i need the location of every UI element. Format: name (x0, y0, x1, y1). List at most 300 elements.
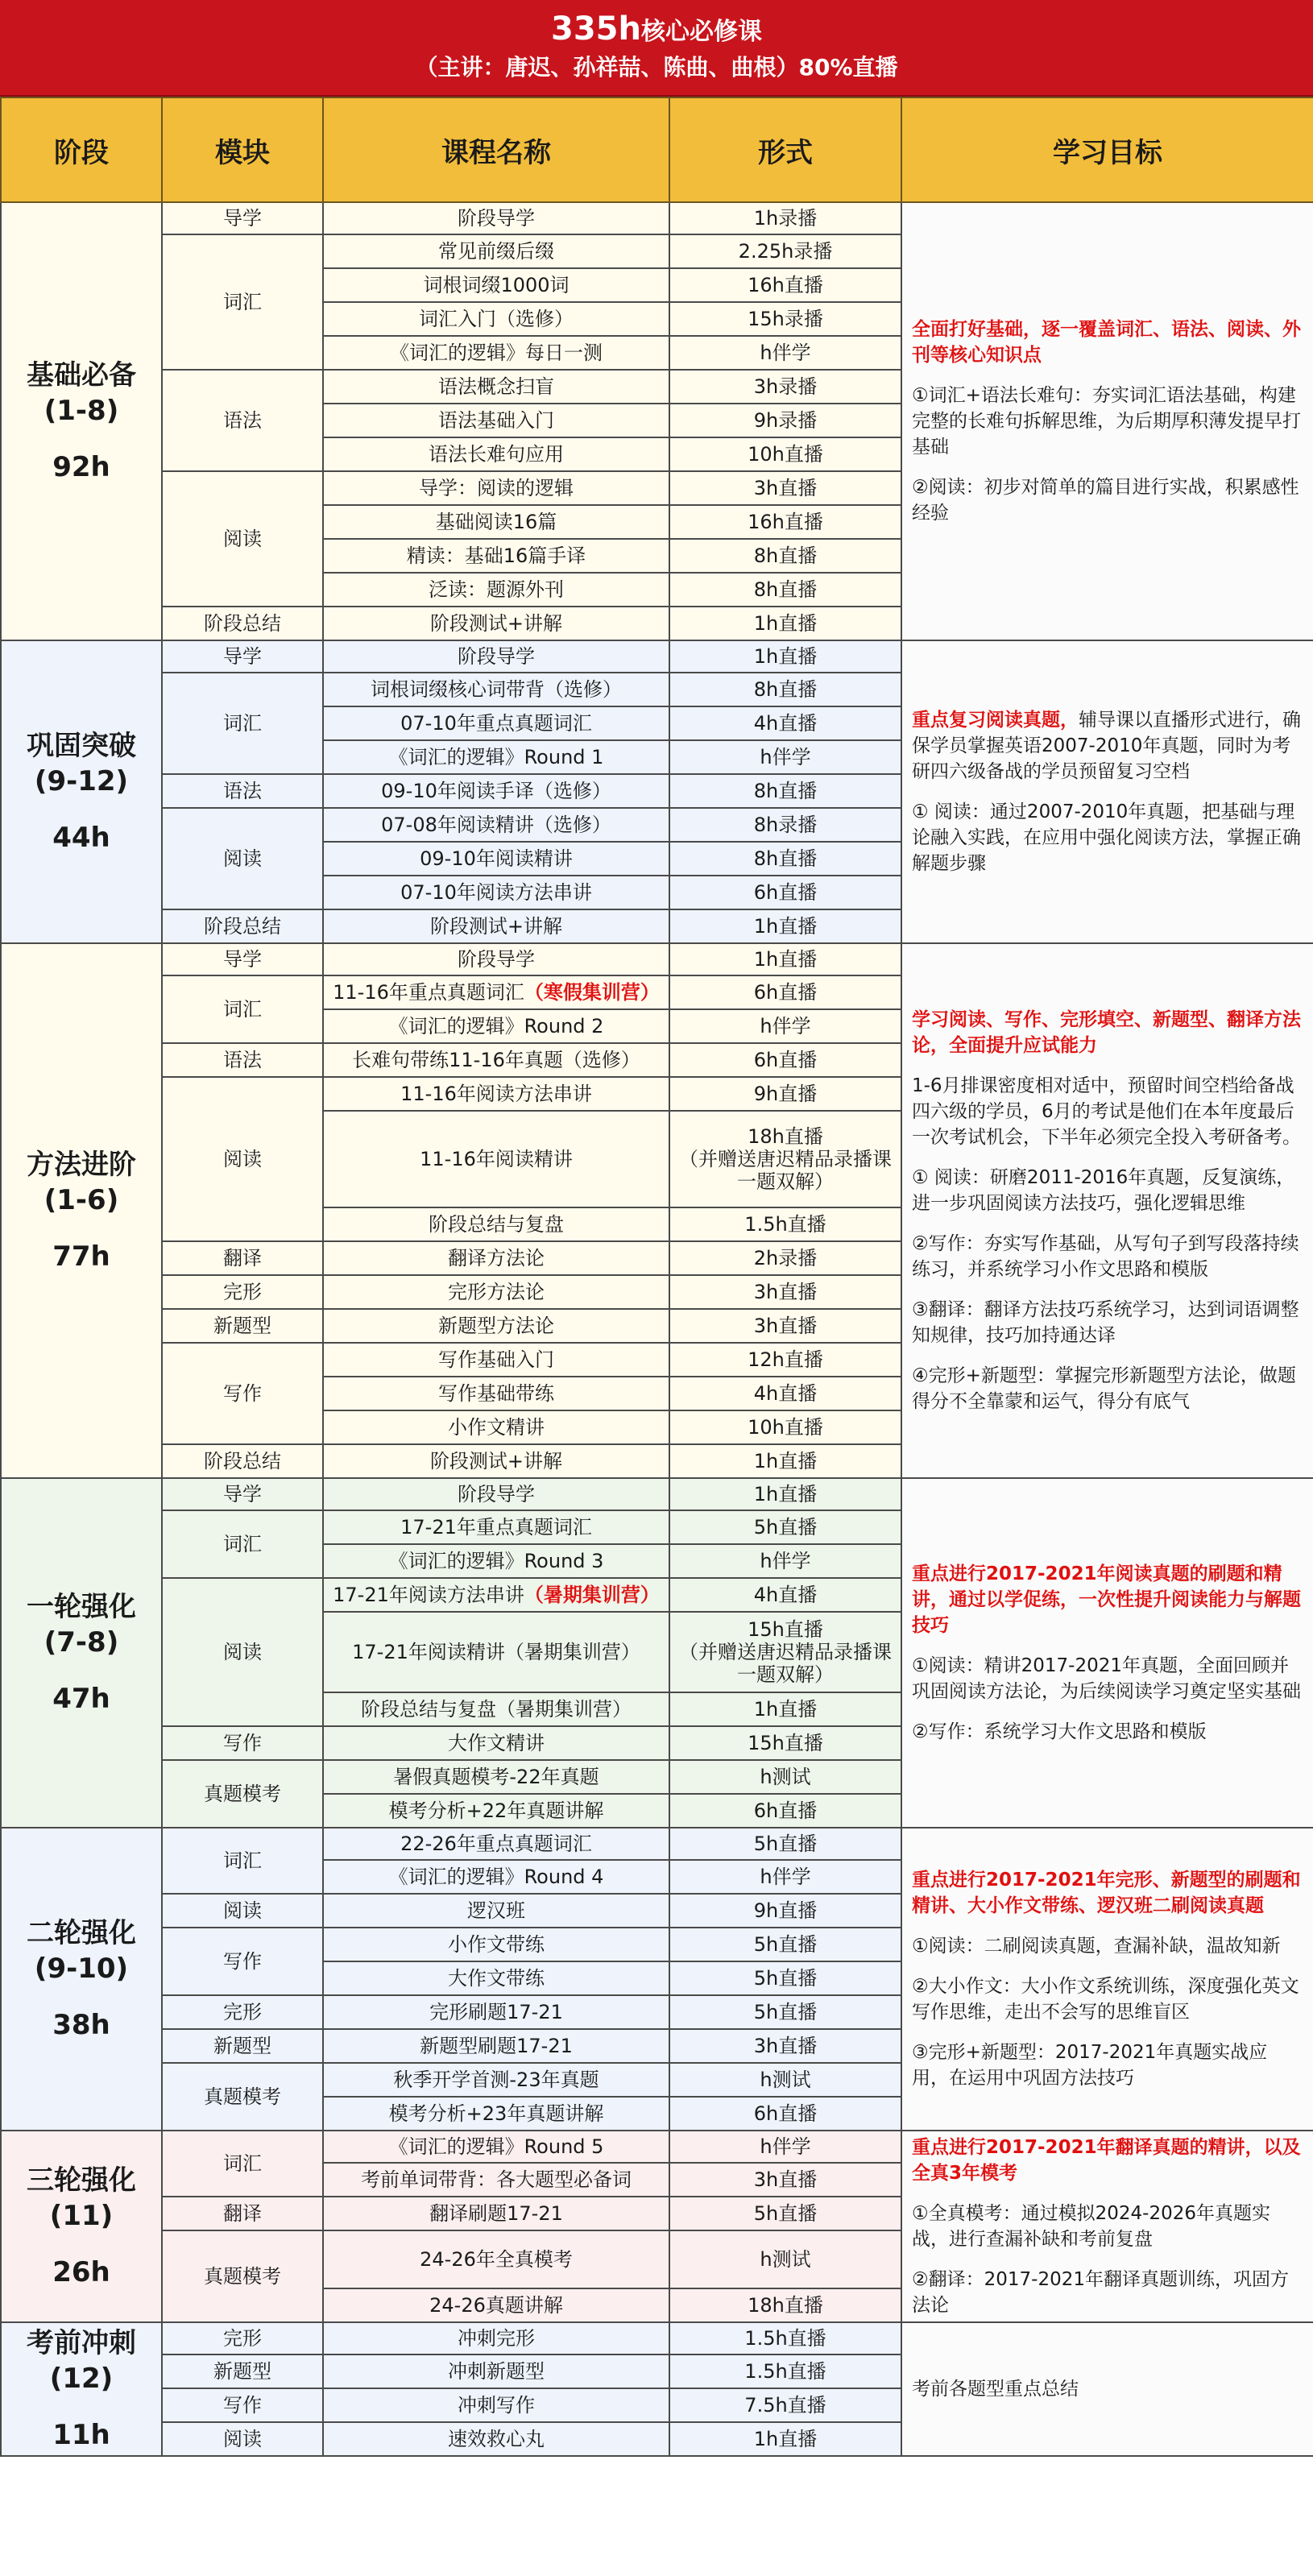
course-name: 09-10年阅读精讲 (420, 847, 573, 870)
course-format: 3h直播 (753, 477, 818, 499)
module-cell: 词汇 (162, 1828, 323, 1894)
format-cell (669, 1377, 901, 1410)
course-name-cell (323, 1444, 669, 1478)
course-name: 新题型方法论 (438, 1315, 554, 1337)
course-name-cell (323, 1207, 669, 1241)
course-format: h伴学 (760, 1015, 811, 1037)
format-cell (669, 1343, 901, 1377)
course-name-cell (323, 1377, 669, 1410)
stage-cell (1, 943, 162, 1478)
course-format: 15h直播 (748, 1732, 823, 1754)
course-name: 模考分析+22年真题讲解 (388, 1799, 604, 1822)
module-cell: 阅读 (162, 1894, 323, 1928)
course-format: 4h直播 (753, 1382, 818, 1405)
course-name-cell (323, 842, 669, 876)
header-row (1, 97, 1313, 202)
course-name: 小作文精讲 (448, 1416, 545, 1439)
course-name: 长难句带练11-16年真题（选修） (352, 1049, 640, 1071)
course-format: h测试 (760, 2069, 811, 2091)
course-format: 1h直播 (753, 2428, 818, 2450)
course-format: 1h录播 (753, 207, 818, 230)
format-cell (669, 1444, 901, 1478)
course-name: 冲刺写作 (458, 2394, 535, 2417)
module-cell: 写作 (162, 1928, 323, 1995)
module-cell: 阅读 (162, 1077, 323, 1241)
module-cell: 语法 (162, 370, 323, 471)
course-name-cell (323, 975, 669, 1009)
format-cell (669, 573, 901, 607)
course-format: 1.5h直播 (744, 1213, 826, 1236)
course-name: 07-08年阅读精讲（选修） (381, 814, 611, 836)
header-module: 模块 (162, 97, 323, 202)
module-cell: 词汇 (162, 2131, 323, 2197)
course-format: 1h直播 (753, 1698, 818, 1721)
format-cell (669, 1828, 901, 1860)
title-label: 核心必修课 (640, 18, 762, 46)
format-cell (669, 2131, 901, 2163)
format-cell (669, 370, 901, 404)
stage-cell (1, 202, 162, 640)
format-cell (669, 1241, 901, 1275)
stage-hours: 26h (52, 2256, 110, 2288)
stage-range: (12) (49, 2363, 114, 2395)
course-name: 17-21年阅读方法串讲 (333, 1584, 524, 1606)
course-name: 11-16年阅读精讲 (420, 1148, 573, 1170)
format-cell (669, 2230, 901, 2288)
stage-name: 基础必备 (27, 359, 136, 391)
course-name: 语法基础入门 (438, 409, 554, 432)
course-name: 《词汇的逻辑》Round 3 (388, 1550, 604, 1572)
course-name: 24-26年全真模考 (420, 2248, 573, 2271)
format-cell (669, 943, 901, 975)
format-cell (669, 1726, 901, 1760)
course-format: 8h直播 (753, 678, 818, 701)
module-cell: 导学 (162, 1478, 323, 1510)
course-name-cell (323, 706, 669, 740)
module-cell: 词汇 (162, 975, 323, 1043)
course-name: 《词汇的逻辑》Round 4 (388, 1866, 604, 1888)
course-name: 翻译方法论 (448, 1247, 545, 1269)
course-name-cell (323, 1275, 669, 1309)
goal-item: ①全真模考：通过模拟2024-2026年真题实战，进行查漏补缺和考前复盘 (912, 2203, 1270, 2250)
course-name-cell (323, 573, 669, 607)
course-tag: （寒假集训营） (524, 981, 660, 1004)
course-name: 阶段导学 (458, 1483, 535, 1505)
goal-item: ① 阅读：通过2007-2010年真题，把基础与理论融入实践，在应用中强化阅读方法，掌握正确解题步骤 (912, 801, 1301, 874)
format-cell (669, 539, 901, 573)
course-format: 6h直播 (753, 1799, 818, 1822)
course-name-cell (323, 2063, 669, 2097)
module-cell: 词汇 (162, 673, 323, 774)
course-name-cell (323, 1760, 669, 1794)
stage-cell (1, 1478, 162, 1828)
format-note: （并赠送唐迟精品录播课一题双解） (679, 1148, 892, 1193)
goal-cell (901, 2131, 1313, 2322)
course-name-cell (323, 640, 669, 673)
course-name: 翻译刷题17-21 (429, 2202, 563, 2225)
course-name-cell (323, 1478, 669, 1510)
format-cell (669, 1510, 901, 1544)
format-cell (669, 1478, 901, 1510)
module-cell: 完形 (162, 1995, 323, 2029)
title-bar (0, 0, 1313, 97)
course-name-cell (323, 1009, 669, 1043)
course-name-cell (323, 336, 669, 370)
format-cell (669, 673, 901, 706)
module-cell: 语法 (162, 774, 323, 808)
course-format: 2.25h录播 (738, 240, 833, 263)
goal-item: ④完形+新题型：掌握完形新题型方法论，做题得分不全靠蒙和运气，得分有底气 (912, 1365, 1296, 1412)
format-cell (669, 2163, 901, 2197)
module-cell: 翻译 (162, 1241, 323, 1275)
goal-item: 1-6月排课密度相对适中，预留时间空档给备战四六级的学员，6月的考试是他们在本年度最后一次考试机会，下半年必须完全投入考研备考。 (912, 1075, 1301, 1148)
course-format: 5h直播 (753, 1516, 818, 1539)
format-cell (669, 202, 901, 234)
stage-range: (9-12) (34, 765, 129, 797)
format-cell (669, 2063, 901, 2097)
course-name: 速效救心丸 (448, 2428, 545, 2450)
format-cell (669, 1894, 901, 1928)
stage-hours: 38h (52, 2009, 110, 2041)
format-cell (669, 437, 901, 471)
format-cell (669, 1544, 901, 1578)
format-cell (669, 2029, 901, 2063)
course-name-cell (323, 673, 669, 706)
stage-name: 三轮强化 (27, 2164, 136, 2197)
course-name-cell (323, 1726, 669, 1760)
course-name: 大作文精讲 (448, 1732, 545, 1754)
course-name: 07-10年阅读方法串讲 (400, 881, 592, 904)
course-name-cell (323, 2197, 669, 2230)
format-cell (669, 1760, 901, 1794)
module-cell: 新题型 (162, 2354, 323, 2388)
course-format: 10h直播 (748, 1416, 823, 1439)
course-name-cell (323, 1692, 669, 1726)
module-cell: 完形 (162, 1275, 323, 1309)
course-format: 9h录播 (753, 409, 818, 432)
course-name-cell (323, 2388, 669, 2422)
course-format: 6h直播 (753, 2102, 818, 2125)
course-format: 15h直播 (748, 1618, 823, 1641)
format-cell (669, 2197, 901, 2230)
course-name: 常见前缀后缀 (438, 240, 554, 263)
course-format: h测试 (760, 2248, 811, 2271)
course-name-cell (323, 1343, 669, 1377)
course-format: h伴学 (760, 1550, 811, 1572)
course-format: 3h直播 (753, 2035, 818, 2057)
stage-range: (7-8) (43, 1626, 119, 1659)
format-cell (669, 706, 901, 740)
format-cell (669, 842, 901, 876)
course-format: 5h直播 (753, 1933, 818, 1956)
course-name-cell (323, 1828, 669, 1860)
course-name: 24-26真题讲解 (429, 2294, 563, 2317)
format-cell (669, 1275, 901, 1309)
course-format: 15h录播 (748, 308, 823, 330)
format-cell (669, 2354, 901, 2388)
format-cell (669, 1860, 901, 1894)
course-name: 考前单词带背：各大题型必备词 (361, 2168, 632, 2191)
goal-title: 全面打好基础，逐一覆盖词汇、语法、阅读、外刊等核心知识点 (912, 319, 1301, 366)
course-name: 大作文带练 (448, 1967, 545, 1990)
course-format: 16h直播 (748, 511, 823, 533)
format-cell (669, 1410, 901, 1444)
goal-title: 重点进行2017-2021年完形、新题型的刷题和精讲、大小作文带练、逻汉班二刷阅读真题 (912, 1870, 1301, 1916)
course-name: 暑假真题模考-22年真题 (393, 1766, 599, 1788)
course-name-cell (323, 370, 669, 404)
format-cell (669, 1043, 901, 1077)
course-name-cell (323, 943, 669, 975)
course-format: 12h直播 (748, 1348, 823, 1371)
course-format: 18h直播 (748, 2294, 823, 2317)
format-cell (669, 505, 901, 539)
course-format: 6h直播 (753, 981, 818, 1004)
course-format: 9h直播 (753, 1899, 818, 1922)
stage-range: (11) (49, 2200, 114, 2232)
course-format: 1.5h直播 (744, 2327, 826, 2350)
course-name: 11-16年阅读方法串讲 (400, 1083, 592, 1105)
stage-cell (1, 2131, 162, 2322)
course-format: 5h直播 (753, 1833, 818, 1855)
module-cell: 阅读 (162, 1578, 323, 1726)
module-cell: 阅读 (162, 808, 323, 909)
module-cell: 阶段总结 (162, 607, 323, 640)
course-name: 完形刷题17-21 (429, 2001, 563, 2023)
course-name: 冲刺完形 (458, 2327, 535, 2350)
course-name-cell (323, 1961, 669, 1995)
stage-name: 二轮强化 (27, 1917, 136, 1949)
course-name: 阶段总结与复盘 (429, 1213, 564, 1236)
course-format: 8h直播 (753, 780, 818, 802)
format-cell (669, 404, 901, 437)
course-name: 阶段导学 (458, 645, 535, 668)
stage-name: 一轮强化 (27, 1591, 136, 1623)
goal-cell (901, 1828, 1313, 2131)
format-cell (669, 234, 901, 268)
course-name-cell (323, 607, 669, 640)
course-name-cell (323, 808, 669, 842)
course-name-cell (323, 202, 669, 234)
stage-name: 巩固突破 (27, 730, 136, 762)
course-name-cell (323, 2422, 669, 2456)
stage-range: (9-10) (34, 1953, 129, 1985)
format-cell (669, 1794, 901, 1828)
course-name-cell (323, 2322, 669, 2354)
goal-item: ②写作：夯实写作基础，从写句子到写段落持续练习，并系统学习小作文思路和模版 (912, 1233, 1299, 1280)
goal-item: ①阅读：精讲2017-2021年真题，全面回顾并巩固阅读方法论，为后续阅读学习奠定坚实基础 (912, 1655, 1301, 1702)
course-format: 5h直播 (753, 2001, 818, 2023)
stage-cell (1, 640, 162, 943)
course-name-cell (323, 740, 669, 774)
format-cell (669, 975, 901, 1009)
course-name: 《词汇的逻辑》Round 2 (388, 1015, 604, 1037)
goal-item: ①阅读：二刷阅读真题，查漏补缺，温故知新 (912, 1936, 1281, 1957)
goal-cell (901, 943, 1313, 1478)
course-name: 模考分析+23年真题讲解 (388, 2102, 604, 2125)
course-name: 泛读：题源外刊 (429, 578, 564, 601)
format-cell (669, 1928, 901, 1961)
course-name-cell (323, 2163, 669, 2197)
course-row (1, 202, 1313, 234)
course-name-cell (323, 471, 669, 505)
course-name-cell (323, 1578, 669, 1612)
header-stage: 阶段 (1, 97, 162, 202)
course-name: 《词汇的逻辑》每日一测 (390, 342, 603, 364)
stage-name: 方法进阶 (27, 1149, 136, 1181)
course-name: 逻汉班 (467, 1899, 525, 1922)
course-name-cell (323, 437, 669, 471)
course-row (1, 943, 1313, 975)
goal-title: 学习阅读、写作、完形填空、新题型、翻译方法论，全面提升应试能力 (912, 1009, 1301, 1056)
course-format: 1h直播 (753, 948, 818, 971)
goal-title-rest: 辅导课以直播形式进行，确保学员掌握英语2007-2010年真题，同时为考研四六级备战的学员预留复习空档 (912, 710, 1301, 782)
module-cell: 写作 (162, 1726, 323, 1760)
format-cell (669, 1612, 901, 1692)
course-format: 1.5h直播 (744, 2360, 826, 2383)
course-name-cell (323, 1544, 669, 1578)
schedule-body (1, 202, 1313, 2456)
course-name: 17-21年重点真题词汇 (400, 1516, 592, 1539)
format-cell (669, 268, 901, 302)
course-name: 基础阅读16篇 (435, 511, 557, 533)
format-cell (669, 2322, 901, 2354)
format-cell (669, 808, 901, 842)
course-format: 1h直播 (753, 1450, 818, 1472)
stage-hours: 11h (52, 2419, 110, 2451)
course-name-cell (323, 909, 669, 943)
module-cell: 阅读 (162, 471, 323, 607)
course-format: 6h直播 (753, 1049, 818, 1071)
format-cell (669, 740, 901, 774)
goal-title: 重点进行2017-2021年阅读真题的刷题和精讲，通过以学促练，一次性提升阅读能力与解题技巧 (912, 1563, 1301, 1636)
goal-cell (901, 640, 1313, 943)
goal-item: ②阅读：初步对简单的篇目进行实战，积累感性经验 (912, 477, 1299, 524)
goal-item: ②翻译：2017-2021年翻译真题训练，巩固方法论 (912, 2269, 1289, 2316)
stage-hours: 77h (52, 1240, 110, 1273)
format-cell (669, 302, 901, 336)
course-name-cell (323, 268, 669, 302)
module-cell: 写作 (162, 1343, 323, 1444)
course-name-cell (323, 302, 669, 336)
format-cell (669, 909, 901, 943)
course-name: 秋季开学首测-23年真题 (393, 2069, 599, 2091)
format-cell (669, 2422, 901, 2456)
course-format: 8h直播 (753, 578, 818, 601)
module-cell: 新题型 (162, 2029, 323, 2063)
page-subtitle: （主讲：唐迟、孙祥喆、陈曲、曲根）80%直播 (415, 54, 898, 81)
course-name: 词根词缀核心词带背（选修） (371, 678, 622, 701)
course-name: 语法概念扫盲 (438, 375, 554, 398)
goal-title-highlight: 重点复习阅读真题， (912, 710, 1079, 731)
goal-item: ③翻译：翻译方法技巧系统学习，达到词语调整知规律，技巧加持通达译 (912, 1299, 1299, 1346)
course-row (1, 2131, 1313, 2163)
module-cell: 真题模考 (162, 2230, 323, 2322)
course-format: 1h直播 (753, 915, 818, 938)
course-row (1, 640, 1313, 673)
course-name-cell (323, 234, 669, 268)
goal-item: ②大小作文：大小作文系统训练，深度强化英文写作思维，走出不会写的思维盲区 (912, 1976, 1299, 2023)
course-name: 冲刺新题型 (448, 2360, 545, 2383)
course-name: 语法长难句应用 (429, 443, 564, 466)
format-cell (669, 1578, 901, 1612)
format-cell (669, 1077, 901, 1111)
goal-item: ①词汇+语法长难句：夯实词汇语法基础，构建完整的长难句拆解思维，为后期厚积薄发提早打基础 (912, 385, 1301, 458)
course-name-cell (323, 2230, 669, 2288)
module-cell: 阅读 (162, 2422, 323, 2456)
course-name: 阶段测试+讲解 (429, 612, 563, 635)
course-name-cell (323, 1077, 669, 1111)
course-name-cell (323, 2288, 669, 2322)
schedule-table (0, 97, 1313, 2457)
course-format: 6h直播 (753, 881, 818, 904)
course-format: 7.5h直播 (744, 2394, 826, 2417)
format-cell (669, 1692, 901, 1726)
module-cell: 语法 (162, 1043, 323, 1077)
goal-cell (901, 2322, 1313, 2456)
course-format: 2h录播 (753, 1247, 818, 1269)
course-name: 阶段测试+讲解 (429, 915, 563, 938)
course-format: 4h直播 (753, 1584, 818, 1606)
course-name-cell (323, 1794, 669, 1828)
course-name-cell (323, 1894, 669, 1928)
course-format: 5h直播 (753, 2202, 818, 2225)
course-name: 阶段导学 (458, 207, 535, 230)
course-row (1, 1828, 1313, 1860)
course-name: 17-21年阅读精讲（暑期集训营） (352, 1641, 640, 1663)
format-note: （并赠送唐迟精品录播课一题双解） (679, 1641, 892, 1686)
course-row (1, 2322, 1313, 2354)
course-format: 5h直播 (753, 1967, 818, 1990)
module-cell: 写作 (162, 2388, 323, 2422)
course-name: 导学：阅读的逻辑 (419, 477, 574, 499)
format-cell (669, 1009, 901, 1043)
course-name: 完形方法论 (448, 1281, 545, 1303)
course-name-cell (323, 2354, 669, 2388)
format-cell (669, 1995, 901, 2029)
goal-item: 考前各题型重点总结 (912, 2379, 1079, 2400)
course-format: h伴学 (760, 342, 811, 364)
course-name: 阶段测试+讲解 (429, 1450, 563, 1472)
stage-name: 考前冲刺 (27, 2327, 136, 2359)
course-format: 1h直播 (753, 612, 818, 635)
course-name-cell (323, 1612, 669, 1692)
course-name: 《词汇的逻辑》Round 5 (388, 2135, 604, 2158)
course-row (1, 1478, 1313, 1510)
course-name-cell (323, 505, 669, 539)
course-name-cell (323, 1111, 669, 1207)
format-cell (669, 1111, 901, 1207)
course-name-cell (323, 1510, 669, 1544)
format-cell (669, 640, 901, 673)
course-name-cell (323, 539, 669, 573)
course-name-cell (323, 1309, 669, 1343)
page-title (0, 10, 1313, 52)
course-name: 《词汇的逻辑》Round 1 (388, 746, 604, 768)
course-name: 09-10年阅读手译（选修） (381, 780, 611, 802)
course-format: h伴学 (760, 1866, 811, 1888)
course-name: 11-16年重点真题词汇 (333, 981, 524, 1004)
course-name: 新题型刷题17-21 (420, 2035, 573, 2057)
course-format: 16h直播 (748, 274, 823, 296)
stage-range: (1-8) (43, 395, 119, 427)
course-name: 07-10年重点真题词汇 (400, 712, 592, 735)
course-name: 词根词缀1000词 (423, 274, 570, 296)
module-cell: 导学 (162, 640, 323, 673)
course-format: 10h直播 (748, 443, 823, 466)
course-name: 精读：基础16篇手译 (406, 545, 586, 567)
format-cell (669, 1961, 901, 1995)
module-cell: 词汇 (162, 234, 323, 370)
